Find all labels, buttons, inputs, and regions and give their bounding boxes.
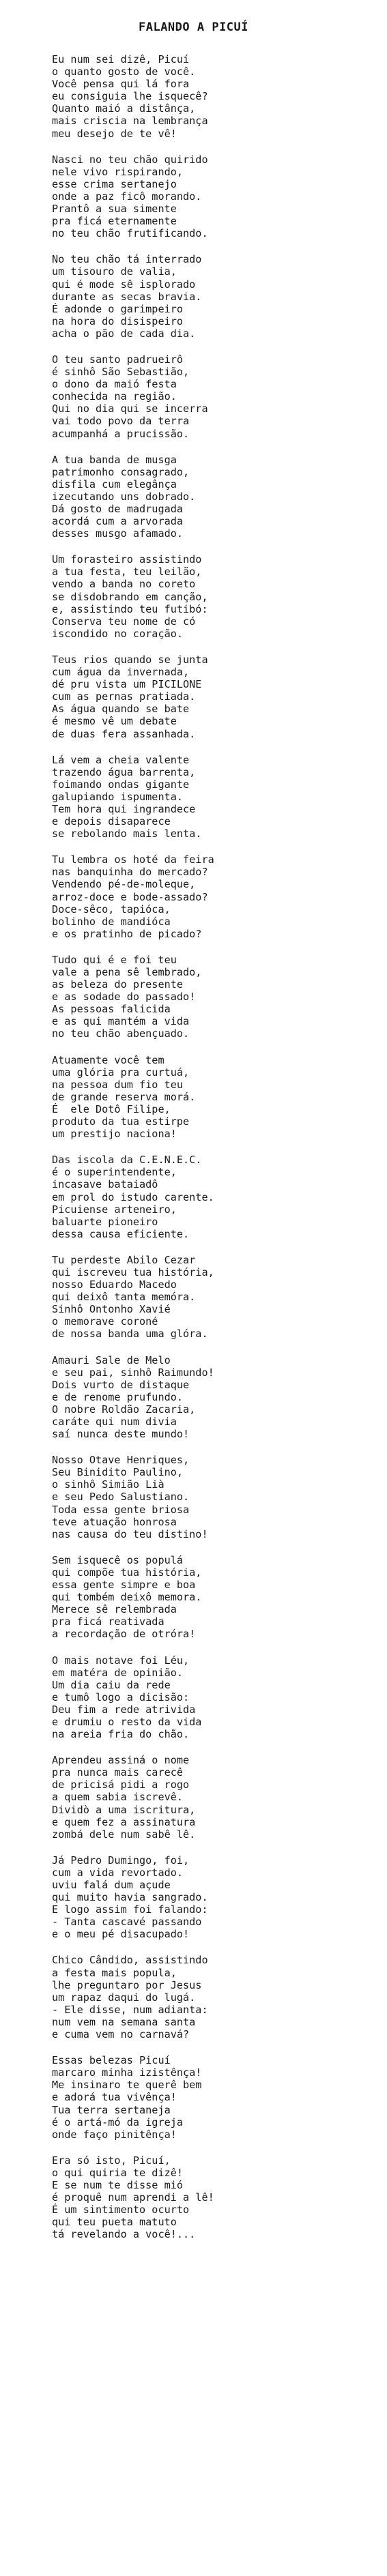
poem-line: cum as pernas pratiada. (52, 690, 196, 703)
poem-line: Já Pedro Dumingo, foi, (52, 1854, 190, 1867)
poem-line: Dividò a uma iscritura, (52, 1803, 196, 1816)
poem-line: - Tanta cascavé passando (52, 1916, 202, 1929)
poem-line: Era só isto, Picuí, (52, 2154, 171, 2167)
poem-line: esse crima sertanejo (52, 177, 177, 190)
poem-line: patrimonho consagrado, (52, 465, 190, 478)
poem-line: Nasci no teu chão quirido (52, 153, 208, 166)
poem-line: tá revelando a você!... (52, 2228, 196, 2241)
poem-line: e drumiu o resto da vida (52, 1715, 202, 1728)
poem-line: se rebolando mais lenta. (52, 828, 202, 840)
poem-line: Conserva teu nome de có (52, 615, 196, 628)
poem-line: Me insinaro te querê bem (52, 2079, 202, 2092)
poem-title: FALANDO A PICUÍ (138, 20, 249, 34)
poem-line: um rapaz daqui do lugá. (52, 1991, 196, 2004)
poem-line: Das iscola da C.E.N.E.C. (52, 1154, 202, 1167)
poem-line: E se num te disse mió (52, 2178, 184, 2191)
poem-stanza (52, 1554, 373, 1641)
poem-line: Essas belezas Picuí (52, 2054, 171, 2067)
poem-line: Atuamente você tem (52, 1053, 164, 1066)
poem-line: Eu num sei dizê, Picuí (52, 53, 190, 65)
poem-line: acordá cum a arvorada (52, 515, 184, 528)
poem-line: qui é mode sê isplorado (52, 278, 196, 291)
poem-line: em prol do istudo carente. (52, 1190, 214, 1203)
poem-line: Tua terra sertaneja (52, 2103, 171, 2116)
poem-line: produto da tua estirpe (52, 1115, 190, 1128)
poem-line: e depois disaparece (52, 815, 171, 828)
poem-line: vale a pena sê lembrado, (52, 966, 202, 978)
poem-stanza (52, 754, 373, 840)
poem-line: qui muito havia sangrado. (52, 1891, 208, 1904)
poem-line: O teu santo padrueirô (52, 353, 184, 366)
poem-line: de grande reserva morá. (52, 1090, 196, 1103)
poem-line: O mais notave foi Léu, (52, 1654, 190, 1667)
poem-line: qui teu pueta matuto (52, 2216, 177, 2229)
poem-line: um tisouro de valia, (52, 265, 177, 278)
poem-line: a quem sabia iscrevê. (52, 1791, 184, 1804)
poem-line: dé pru vista um PICILONE (52, 678, 202, 691)
poem-line: mais criscia na lembrança (52, 115, 208, 128)
poem-line: e o meu pé disacupado! (52, 1928, 190, 1941)
poem-stanza (52, 1354, 373, 1441)
poem-line: e as sodade do passado! (52, 991, 196, 1004)
poem-line: Tu lembra os hoté da feira (52, 853, 214, 866)
poem-line: As pessoas falicida (52, 1003, 171, 1016)
poem-line: vendo a banda no coreto (52, 578, 196, 591)
poem-line: qui compõe tua história, (52, 1566, 202, 1579)
poem-line: a festa mais popula, (52, 1966, 177, 1979)
poem-line: Sem isquecê os populá (52, 1553, 184, 1566)
poem-line: Tudo qui é e foi teu (52, 953, 177, 966)
poem-line: é o artá-mó da igreja (52, 2116, 184, 2128)
poem-line: zombá dele num sabê lê. (52, 1828, 196, 1841)
poem-line: é o superintendente, (52, 1166, 177, 1179)
poem-line: o quanto gosto de você. (52, 65, 196, 78)
poem-line: e adorá tua vivênça! (52, 2091, 177, 2104)
poem-stanza (52, 1454, 373, 1540)
poem-line: As água quando se bate (52, 703, 190, 716)
poem-line: Merece sê relembrada (52, 1603, 177, 1616)
poem-stanza (52, 1654, 373, 1741)
poem-line: e de renome prufundo. (52, 1390, 184, 1403)
poem-line: Quanto maió a distânça, (52, 102, 196, 115)
poem-line: Vendendo pé-de-moleque, (52, 878, 196, 891)
poem-line: onde a paz ficô morando. (52, 190, 202, 203)
poem-line: dessa causa eficiente. (52, 1227, 190, 1240)
poem-line: a tua festa, teu leilão, (52, 566, 202, 579)
poem-line: Amauri Sale de Melo (52, 1353, 171, 1366)
poem-stanza (52, 1054, 373, 1141)
poem-line: trazendo água barrenta, (52, 765, 196, 778)
poem-stanza (52, 153, 373, 240)
poem-line: É ele Dotô Filipe, (52, 1102, 171, 1115)
poem-line: cum água da invernada, (52, 666, 190, 679)
poem-line: e seu Pedo Salustiano. (52, 1491, 190, 1504)
poem-stanza (52, 853, 373, 940)
poem-line: acha o pão de cada dia. (52, 327, 196, 340)
poem-stanza (52, 1254, 373, 1341)
poem-line: lhe preguntaro por Jesus (52, 1978, 202, 1991)
poem-line: Dá gosto de madrugada (52, 503, 184, 515)
poem-line: o sinhô Simião Lià (52, 1478, 164, 1491)
poem-line: nele vivo rispirando, (52, 165, 184, 178)
poem-line: Um dia caiu da rede (52, 1678, 171, 1691)
poem-line: as beleza do presente (52, 978, 184, 991)
poem-line: meu desejo de te vê! (52, 127, 177, 140)
poem-line: caráte qui num divia (52, 1416, 177, 1428)
poem-line: na pessoa dum fio teu (52, 1078, 184, 1091)
poem-stanza (52, 53, 373, 140)
poem-line: Toda essa gente briosa (52, 1503, 190, 1516)
poem-line: um prestijo naciona! (52, 1128, 177, 1141)
poem-line: arroz-doce e bode-assado? (52, 890, 208, 903)
poem-line: durante as secas bravia. (52, 290, 202, 303)
poem-line: izecutando uns dobrado. (52, 490, 196, 503)
poem-line: conhecida na região. (52, 390, 177, 403)
poem-body (52, 53, 373, 2254)
poem-line: A tua banda de musga (52, 453, 177, 466)
poem-line: E logo assim foi falando: (52, 1903, 208, 1916)
poem-line: pra ficá reativada (52, 1615, 164, 1628)
poem-line: e tumô logo a dicisão: (52, 1690, 190, 1703)
poem-stanza (52, 553, 373, 640)
poem-line: marcaro minha izistênça! (52, 2066, 202, 2079)
poem-line: é sinhô São Sebastião, (52, 366, 190, 379)
poem-line: nosso Eduardo Macedo (52, 1278, 177, 1291)
poem-line: iscondido no coração. (52, 627, 184, 640)
poem-line: de pricisá pidi a rogo (52, 1779, 190, 1791)
poem-line: em matéra de opinião. (52, 1666, 184, 1679)
poem-line: incasave bataiadô (52, 1178, 158, 1191)
poem-line: Aprendeu assiná o nome (52, 1754, 190, 1767)
poem-line: no teu chão abençuado. (52, 1027, 190, 1040)
poem-line: eu consiguia lhe isquecê? (52, 90, 208, 103)
poem-stanza (52, 2154, 373, 2241)
poem-line: O nobre Roldão Zacaria, (52, 1403, 196, 1416)
poem-line: É adonde o garimpeiro (52, 302, 184, 315)
poem-line: Lá vem a cheia valente (52, 753, 190, 766)
poem-line: qui tombém deixô memora. (52, 1591, 202, 1604)
poem-line: se disdobrando em canção, (52, 590, 208, 603)
poem-line: nas causa do teu distino! (52, 1527, 208, 1540)
poem-line: qui deixô tanta memóra. (52, 1291, 196, 1304)
poem-line: cum a vida revortado. (52, 1866, 184, 1879)
poem-line: Seu Binidito Paulino, (52, 1466, 184, 1479)
poem-line: nas banquinha do mercado? (52, 866, 208, 879)
poem-line: Tu perdeste Abilo Cezar (52, 1253, 196, 1266)
poem-line: qui iscreveu tua história, (52, 1265, 214, 1278)
poem-line: e quem fez a assinatura (52, 1815, 196, 1828)
poem-line: e seu pai, sinhô Raimundo! (52, 1366, 214, 1379)
poem-line: uma glória pra curtuá, (52, 1066, 190, 1079)
poem-line: Dois vurto de distaque (52, 1378, 190, 1391)
poem-stanza (52, 1854, 373, 1941)
poem-line: foimando ondas gigante (52, 778, 190, 791)
poem-line: Picuiense arteneiro, (52, 1203, 177, 1216)
poem-stanza (52, 1754, 373, 1841)
poem-line: num vem na semana santa (52, 2015, 196, 2028)
poem-line: é mesmo vê um debate (52, 715, 177, 728)
poem-stanza (52, 353, 373, 440)
poem-line: disfila cum elegânça (52, 478, 177, 491)
poem-line: de duas fera assanhada. (52, 727, 196, 740)
poem-line: desses musgo afamado. (52, 527, 184, 540)
poem-stanza (52, 654, 373, 740)
poem-line: o memorave coroné (52, 1315, 158, 1328)
poem-line: vai todo povo da terra (52, 415, 190, 428)
poem-stanza (52, 954, 373, 1040)
poem-line: o dono da maió festa (52, 378, 177, 391)
poem-line: essa gente simpre e boa (52, 1579, 196, 1592)
poem-line: galupiando ispumenta. (52, 790, 184, 803)
poem-line: Prantô a sua simente (52, 203, 177, 216)
poem-line: Chico Cândido, assistindo (52, 1954, 208, 1967)
poem-line: Qui no dia qui se incerra (52, 402, 208, 415)
poem-line: Teus rios quando se junta (52, 653, 208, 666)
poem-stanza (52, 1154, 373, 1240)
poem-line: No teu chão tá interrado (52, 253, 202, 266)
poem-line: e os pratinho de picado? (52, 927, 202, 940)
poem-line: É um sintimento ocurto (52, 2204, 190, 2216)
poem-line: - Ele disse, num adianta: (52, 2003, 208, 2016)
poem-line: Nosso Otave Henriques, (52, 1454, 190, 1467)
poem-line: na areia fria do chão. (52, 1728, 190, 1741)
poem-stanza (52, 253, 373, 340)
poem-line: e, assistindo teu futibó: (52, 602, 208, 615)
poem-line: saí nunca deste mundo! (52, 1428, 190, 1441)
poem-line: a recordação de otróra! (52, 1628, 196, 1641)
poem-line: pra ficá eternamente (52, 215, 177, 228)
poem-line: Você pensa qui lá fora (52, 78, 190, 91)
poem-line: e as qui mantém a vida (52, 1015, 190, 1028)
poem-stanza (52, 1954, 373, 2040)
poem-line: é proquê num aprendi a lê! (52, 2191, 214, 2204)
poem-stanza (52, 454, 373, 540)
poem-line: Tem hora qui ingrandece (52, 802, 196, 815)
poem-line: Um forasteiro assistindo (52, 553, 202, 566)
poem-line: Deu fim a rede atrivida (52, 1703, 196, 1716)
poem-line: e cuma vem no carnavá? (52, 2028, 190, 2041)
poem-line: onde faço pinitênça! (52, 2128, 177, 2141)
poem-line: teve atuação honrosa (52, 1515, 177, 1528)
poem-line: de nossa banda uma glóra. (52, 1328, 208, 1341)
poem-line: acumpanhá a prucissão. (52, 427, 190, 440)
poem-line: na hora do disispeiro (52, 314, 184, 327)
poem-line: baluarte pioneiro (52, 1215, 158, 1228)
poem-line: uviu falá dum açude (52, 1879, 171, 1891)
poem-line: Sinhô Ontonho Xavié (52, 1303, 171, 1316)
poem-line: no teu chão frutificando. (52, 227, 208, 240)
poem-stanza (52, 2054, 373, 2141)
poem-line: bolinho de mandióca (52, 915, 171, 928)
poem-line: o qui quiria te dizê! (52, 2166, 184, 2179)
poem-line: Doce-sêco, tapióca, (52, 903, 171, 916)
poem-line: pra nunca mais carecê (52, 1766, 184, 1779)
